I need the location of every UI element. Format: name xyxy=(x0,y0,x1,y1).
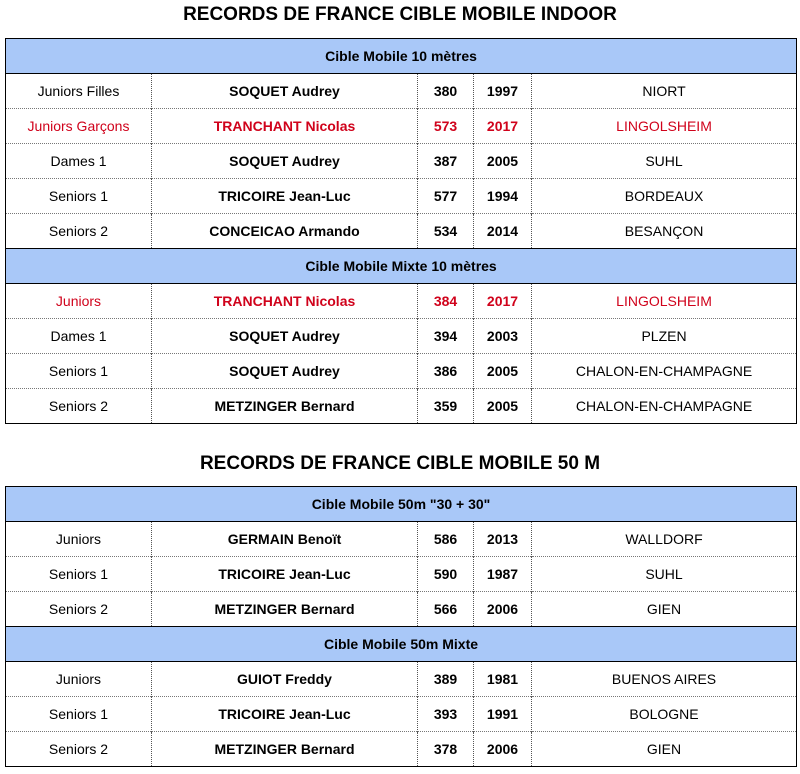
category-cell: Juniors Garçons xyxy=(6,109,152,144)
category-cell: Seniors 2 xyxy=(6,214,152,249)
year-cell: 2017 xyxy=(474,284,532,319)
table-row xyxy=(6,179,797,214)
score-cell: 359 xyxy=(418,389,474,424)
name-cell: TRICOIRE Jean-Luc xyxy=(152,179,418,214)
section-header xyxy=(6,487,797,522)
place-cell: BOLOGNE xyxy=(532,697,797,732)
table-row xyxy=(6,557,797,592)
place-cell: LINGOLSHEIM xyxy=(532,109,797,144)
place-cell: GIEN xyxy=(532,732,797,767)
year-cell: 1987 xyxy=(474,557,532,592)
place-cell: GIEN xyxy=(532,592,797,627)
table-row xyxy=(6,109,797,144)
place-cell: CHALON-EN-CHAMPAGNE xyxy=(532,354,797,389)
table-row xyxy=(6,144,797,179)
place-cell: WALLDORF xyxy=(625,531,703,547)
year-cell: 2014 xyxy=(474,214,532,249)
category-cell: Dames 1 xyxy=(6,319,152,354)
year-cell: 2005 xyxy=(474,389,532,424)
table-row xyxy=(6,697,797,732)
score-cell: 573 xyxy=(418,109,474,144)
category-cell: Juniors xyxy=(6,662,152,697)
name-cell: TRICOIRE Jean-Luc xyxy=(152,557,418,592)
place-cell: PLZEN xyxy=(532,319,797,354)
score-cell: 378 xyxy=(418,732,474,767)
score-cell: 386 xyxy=(418,354,474,389)
score-cell: 389 xyxy=(418,662,474,697)
table-row xyxy=(6,662,797,697)
name-cell: METZINGER Bernard xyxy=(152,592,418,627)
table-row xyxy=(6,389,797,424)
section-header xyxy=(6,249,797,284)
year-cell: 2006 xyxy=(474,732,532,767)
year-cell: 2006 xyxy=(474,592,532,627)
name-cell: SOQUET Audrey xyxy=(152,354,418,389)
name-cell: GUIOT Freddy xyxy=(152,662,418,697)
name-cell: SOQUET Audrey xyxy=(152,74,418,109)
table-row xyxy=(6,214,797,249)
50m-records-title: RECORDS DE FRANCE CIBLE MOBILE 50 M xyxy=(199,453,601,474)
score-cell: 393 xyxy=(418,697,474,732)
score-cell: 586 xyxy=(418,522,474,557)
score-cell: 384 xyxy=(418,284,474,319)
score-cell: 590 xyxy=(418,557,474,592)
section-header xyxy=(6,39,797,74)
section-heading: Cible Mobile 50m Mixte xyxy=(6,627,797,662)
name-cell: SOQUET Audrey xyxy=(152,319,418,354)
place-cell: BUENOS AIRES xyxy=(611,671,717,687)
category-cell: Dames 1 xyxy=(6,144,152,179)
year-cell: 2017 xyxy=(474,109,532,144)
place-cell: CHALON-EN-CHAMPAGNE xyxy=(532,389,797,424)
name-cell: GERMAIN Benoït xyxy=(152,522,418,557)
section-heading: Cible Mobile 10 mètres xyxy=(6,39,797,74)
year-cell: 2005 xyxy=(474,354,532,389)
name-cell: TRANCHANT Nicolas xyxy=(152,109,418,144)
place-cell: LINGOLSHEIM xyxy=(616,293,712,309)
place-cell: SUHL xyxy=(532,557,797,592)
place-cell: SUHL xyxy=(532,144,797,179)
category-cell: Seniors 1 xyxy=(6,179,152,214)
year-cell: 2003 xyxy=(474,319,532,354)
score-cell: 380 xyxy=(418,74,474,109)
score-cell: 566 xyxy=(418,592,474,627)
section-heading: Cible Mobile Mixte 10 mètres xyxy=(6,249,797,284)
table-row xyxy=(6,522,797,557)
table-row xyxy=(6,284,797,319)
table-row xyxy=(6,319,797,354)
score-cell: 387 xyxy=(418,144,474,179)
category-cell: Seniors 2 xyxy=(6,732,152,767)
section-heading: Cible Mobile 50m "30 + 30" xyxy=(6,487,797,522)
category-cell: Seniors 2 xyxy=(6,592,152,627)
name-cell: METZINGER Bernard xyxy=(152,389,418,424)
indoor-records-title: RECORDS DE FRANCE CIBLE MOBILE INDOOR xyxy=(183,4,617,25)
table-row xyxy=(6,354,797,389)
category-cell: Seniors 1 xyxy=(6,697,152,732)
score-cell: 534 xyxy=(418,214,474,249)
year-cell: 2005 xyxy=(474,144,532,179)
score-cell: 394 xyxy=(418,319,474,354)
table-row xyxy=(6,732,797,767)
name-cell: SOQUET Audrey xyxy=(152,144,418,179)
year-cell: 1981 xyxy=(474,662,532,697)
year-cell: 2013 xyxy=(474,522,532,557)
category-cell: Juniors xyxy=(6,522,152,557)
name-cell: METZINGER Bernard xyxy=(152,732,418,767)
year-cell: 1997 xyxy=(474,74,532,109)
place-cell: BORDEAUX xyxy=(532,179,797,214)
category-cell: Juniors Filles xyxy=(6,74,152,109)
category-cell: Seniors 1 xyxy=(6,557,152,592)
section-header xyxy=(6,627,797,662)
place-cell: NIORT xyxy=(642,83,686,99)
score-cell: 577 xyxy=(418,179,474,214)
year-cell: 1994 xyxy=(474,179,532,214)
name-cell: TRICOIRE Jean-Luc xyxy=(152,697,418,732)
place-cell: BESANÇON xyxy=(532,214,797,249)
indoor-records-table xyxy=(5,38,797,424)
table-row xyxy=(6,592,797,627)
name-cell: TRANCHANT Nicolas xyxy=(152,284,418,319)
category-cell: Seniors 2 xyxy=(6,389,152,424)
year-cell: 1991 xyxy=(474,697,532,732)
category-cell: Seniors 1 xyxy=(6,354,152,389)
table-row xyxy=(6,74,797,109)
category-cell: Juniors xyxy=(6,284,152,319)
50m-records-table xyxy=(5,486,797,767)
name-cell: CONCEICAO Armando xyxy=(152,214,418,249)
